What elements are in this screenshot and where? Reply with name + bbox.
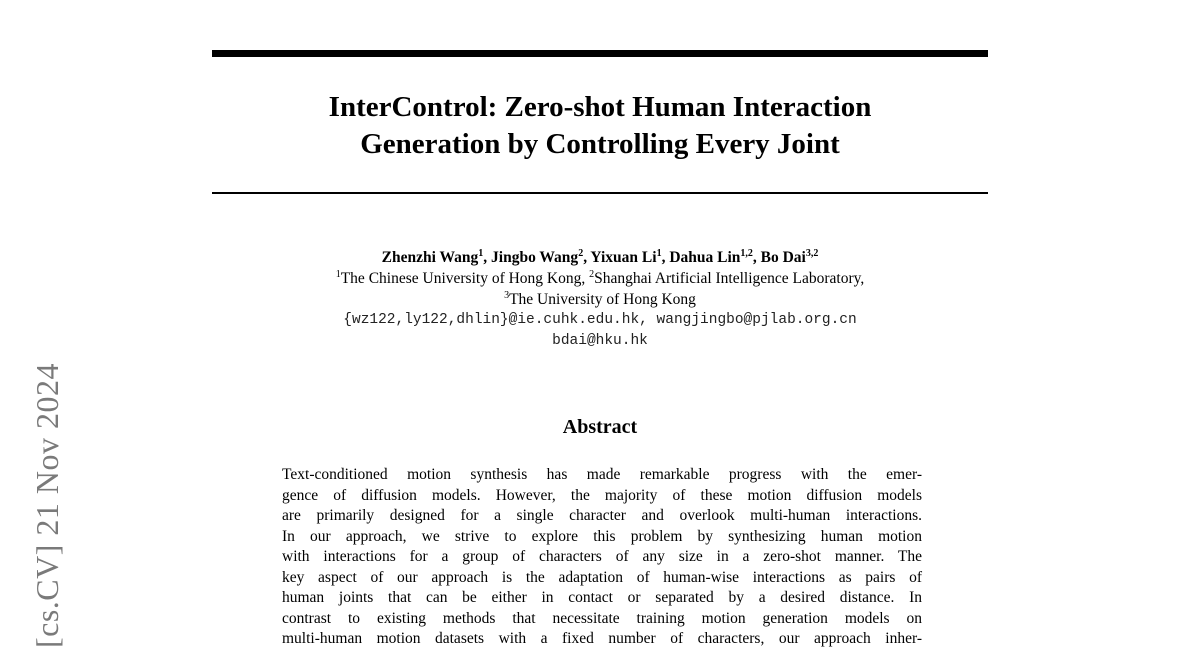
paper-title: [212, 89, 988, 163]
abstract-line: key aspect of our approach is the adaptation of human-wise interactions as pairs of: [282, 568, 922, 586]
affiliation-text: The Chinese University of Hong Kong,: [340, 270, 590, 287]
title-bottom-rule: [212, 192, 988, 194]
affiliation-mark: 2: [589, 269, 595, 280]
author-name: Zhenzhi Wang: [381, 249, 479, 266]
author-separator: ,: [752, 249, 761, 266]
author-name: Dahua Lin: [669, 249, 741, 266]
email-line-2: bdai@hku.hk: [552, 333, 648, 349]
author-separator: ,: [661, 249, 670, 266]
affiliation-text: The University of Hong Kong: [509, 291, 696, 308]
abstract-line: contrast to existing methods that necessitate training motion generation models on: [282, 609, 922, 627]
author-separator: ,: [583, 249, 591, 266]
author-block: [212, 248, 988, 352]
author-list: [212, 248, 988, 268]
title-top-rule: [212, 50, 988, 57]
author-name: Jingbo Wang: [491, 249, 579, 266]
abstract-line: are primarily designed for a single character and overlook multi-human interactions.: [282, 507, 922, 524]
abstract-line: Text-conditioned motion synthesis has made remarkable progress with the emer-: [282, 466, 922, 483]
abstract-line: with interactions for a group of characters of any size in a zero-shot manner. The: [282, 548, 922, 565]
abstract-line: human joints that can be either in contact or separated by a desired distance. In: [282, 589, 922, 606]
author-affil-mark: 1: [478, 248, 484, 259]
abstract-line: multi-human motion datasets with a fixed number of characters, our approach inher-: [282, 630, 922, 647]
affiliation-line-2: [212, 289, 988, 310]
author-name: Yixuan Li: [590, 249, 657, 266]
email-line-1: {wz122,ly122,dhlin}@ie.cuhk.edu.hk, wangjingbo@pjlab.org.cn: [343, 312, 857, 328]
author-separator: ,: [483, 249, 492, 266]
affiliation-mark: 1: [335, 269, 341, 280]
author-name: Bo Dai: [760, 249, 806, 266]
author-affil-mark: 1: [656, 248, 662, 259]
affiliation-text: Shanghai Artificial Intelligence Laboratory,: [594, 270, 865, 287]
title-line-1: InterControl: Zero-shot Human Interaction: [328, 91, 872, 123]
abstract-body: [282, 465, 922, 648]
title-line-2: Generation by Controlling Every Joint: [360, 128, 840, 160]
affiliation-line-1: [212, 268, 988, 289]
author-affil-mark: 3,2: [805, 248, 819, 259]
author-affil-mark: 2: [578, 248, 584, 259]
abstract-line: In our approach, we strive to explore this problem by synthesizing human motion: [282, 527, 922, 545]
affiliation-mark: 3: [504, 290, 510, 301]
abstract-heading: Abstract: [562, 416, 638, 438]
arxiv-stamp: [cs.CV] 21 Nov 2024: [29, 362, 65, 648]
author-affil-mark: 1,2: [740, 248, 753, 259]
abstract-line: gence of diffusion models. However, the majority of these motion diffusion models: [282, 486, 922, 504]
